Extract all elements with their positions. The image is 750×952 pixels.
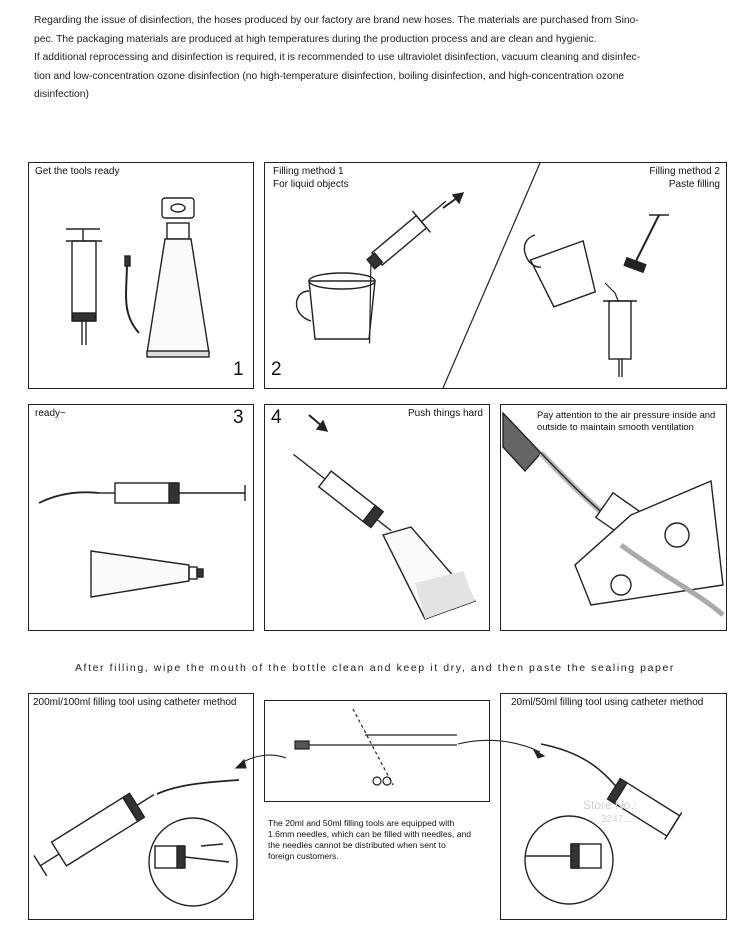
needle-note (268, 818, 498, 862)
panel-ready (28, 404, 254, 631)
needle-note-line-1: The 20ml and 50ml filling tools are equipped with (268, 818, 455, 828)
left-panel-title: 200ml/100ml filling tool using catheter method (33, 697, 237, 708)
sealing-note: After filling, wipe the mouth of the bottle clean and keep it dry, and then paste the sealing paper (74, 662, 676, 674)
panel-6-label-2: outside to maintain smooth ventilation (537, 421, 694, 432)
watermark-store: Store No.: (583, 798, 638, 812)
needle-illustration (265, 701, 489, 801)
air-pressure-illustration (501, 405, 726, 630)
ready-illustration (29, 405, 253, 630)
panel-air-pressure (500, 404, 727, 631)
intro-line-3: If additional reprocessing and disinfection is required, it is recommended to use ultraviolet disinfection, vacuum cleaning and disinfec- (34, 52, 641, 64)
right-panel-title: 20ml/50ml filling tool using catheter method (511, 697, 704, 708)
step-number-3: 3 (233, 407, 244, 428)
intro-text (34, 12, 724, 105)
panel-20ml-50ml (500, 693, 727, 920)
step-number-4: 4 (271, 407, 282, 428)
panel-6-label-1: Pay attention to the air pressure inside and (537, 409, 716, 420)
panel-needle-info (264, 700, 490, 802)
panel-get-tools-ready (28, 162, 254, 389)
intro-line-2: pec. The packaging materials are produced at high temperatures during the production process and are clean and hygienic. (34, 33, 597, 45)
intro-line-5: disinfection) (34, 89, 89, 101)
step-number-2: 2 (271, 359, 282, 380)
panel-3-label-2: Paste filling (668, 179, 720, 190)
panel-2-label-1: Filling method 1 (273, 166, 344, 177)
panel-200ml-100ml (28, 693, 254, 920)
needle-note-line-3: the needles cannot be distributed when sent to (268, 840, 446, 850)
panel-push-hard (264, 404, 490, 631)
needle-note-line-4: foreign customers. (268, 851, 339, 861)
panel-4-label: ready~ (35, 408, 66, 419)
panel-5-label: Push things hard (407, 408, 483, 419)
filling-illustration (265, 163, 726, 388)
intro-line-4: tion and low-concentration ozone disinfection (no high-temperature disinfection, boiling disinfection, and high-concentration ozone (34, 70, 625, 82)
panel-filling-methods (264, 162, 727, 389)
push-illustration (265, 405, 489, 630)
panel-2-label-2: For liquid objects (273, 179, 349, 190)
watermark-number: 3247... (601, 814, 632, 825)
panel-1-label: Get the tools ready (35, 166, 120, 177)
intro-line-1: Regarding the issue of disinfection, the hoses produced by our factory are brand new hoses. The materials are purchased from Sino- (34, 15, 639, 26)
large-syringe-illustration (29, 694, 253, 919)
step-number-1: 1 (233, 359, 244, 380)
needle-note-line-2: 1.6mm needles, which can be filled with needles, and (268, 829, 472, 839)
tools-illustration (29, 163, 253, 388)
panel-3-label-1: Filling method 2 (649, 166, 720, 177)
